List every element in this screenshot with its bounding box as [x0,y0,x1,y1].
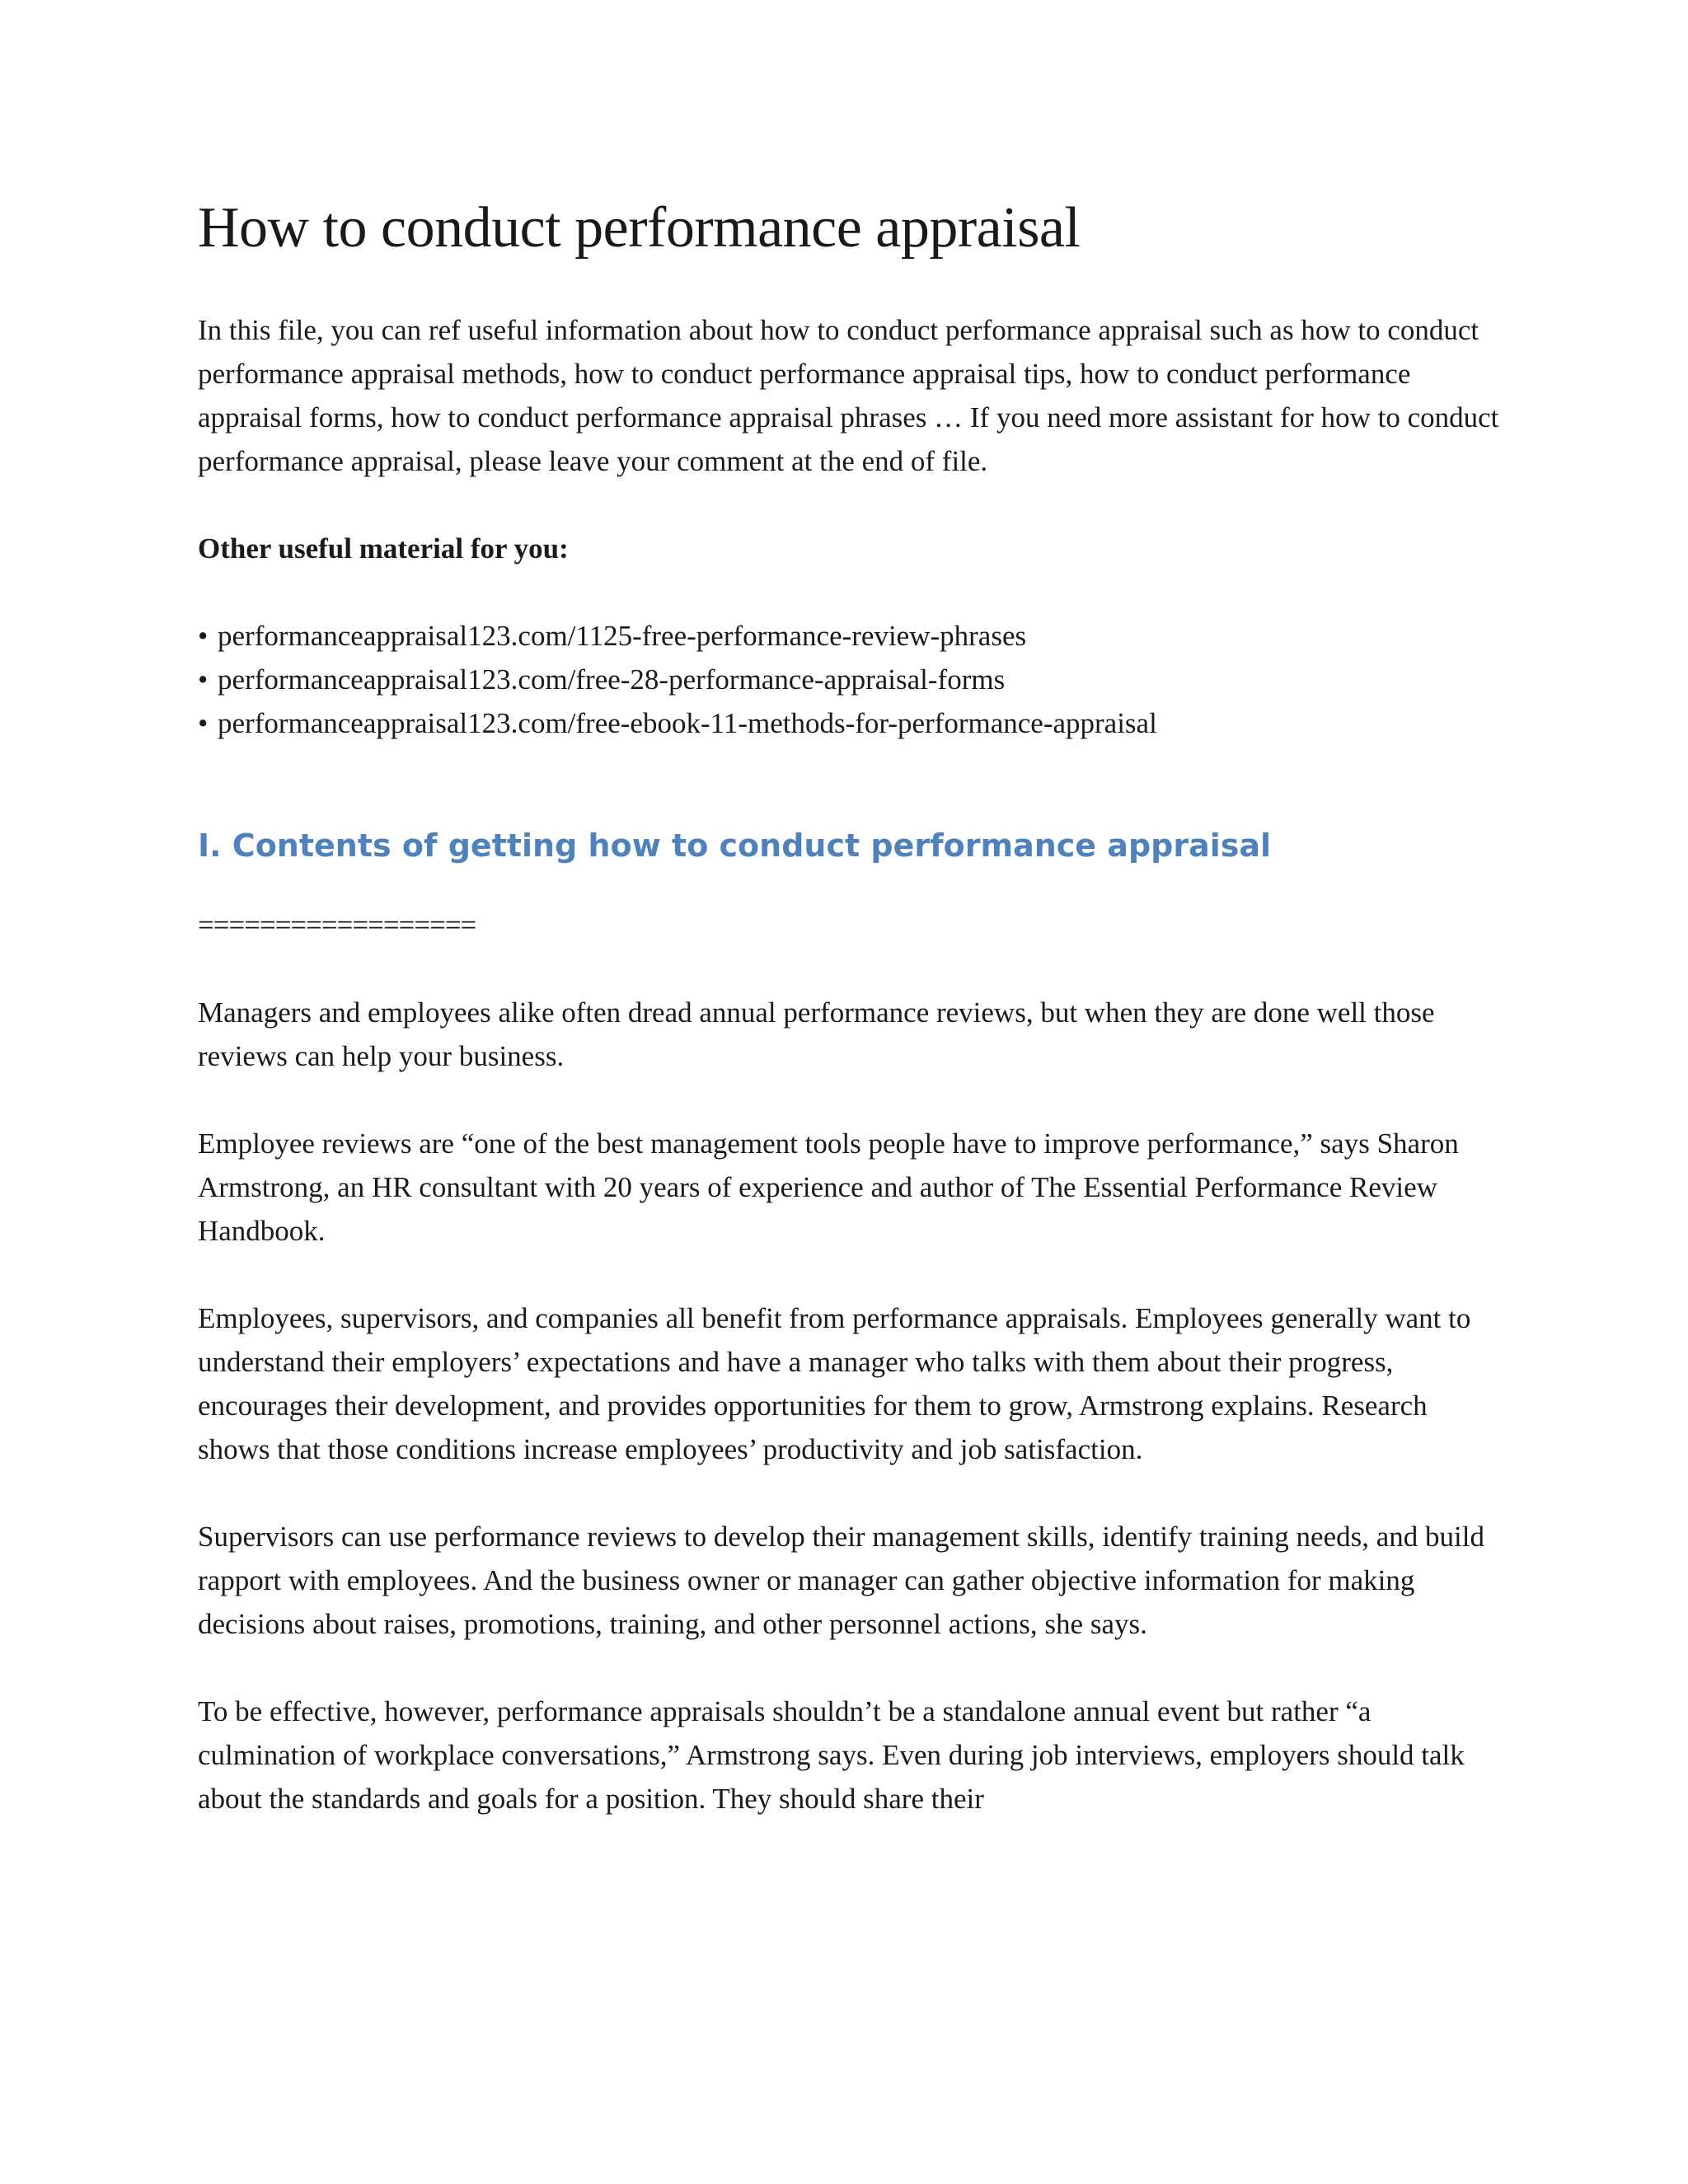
body-paragraph: To be effective, however, performance appraisals shouldn’t be a standalone annual event but rather “a culmination of workplace conversations,” Armstrong says. Even during job interviews, employers should talk about the standards and goals for a position. They should share their [198,1695,1465,1815]
useful-link-item[interactable] [198,658,1500,701]
useful-link-item[interactable] [198,614,1500,658]
bullet-icon: • [198,663,209,696]
bullet-icon: • [198,620,209,652]
intro-paragraph: In this file, you can ref useful information about how to conduct performance appraisal such as how to conduct performance appraisal methods, how to conduct performance appraisal tips, how to conduct performance appraisal forms, how to conduct performance appraisal phrases … If you need more assistant for how to conduct performance appraisal, please leave your comment at the end of file. [198,314,1499,477]
body-paragraph: Supervisors can use performance reviews to develop their management skills, identify training needs, and build rapport with employees. And the business owner or manager can gather objective information for making decisions about raises, promotions, training, and other personnel actions, she says. [198,1521,1484,1640]
body-paragraph: Employees, supervisors, and companies all benefit from performance appraisals. Employees generally want to understand their employers’ expectations and have a manager who talks with them about their progress, encourages their development, and provides opportunities for them to grow, Armstrong explains. Research shows that those conditions increase employees’ productivity and job satisfaction. [198,1302,1471,1465]
useful-link-item[interactable] [198,701,1500,745]
document-page [198,191,1500,1864]
section-divider: ================== [198,909,476,941]
body-paragraph: Employee reviews are “one of the best management tools people have to improve performance,” says Sharon Armstrong, an HR consultant with 20 years of experience and author of The Essential Performance Review Handbook. [198,1127,1459,1247]
useful-link-text[interactable]: performanceappraisal123.com/free-28-performance-appraisal-forms [218,663,1006,696]
other-material-label: Other useful material for you: [198,532,569,565]
useful-link-text[interactable]: performanceappraisal123.com/free-ebook-11-methods-for-performance-appraisal [218,707,1157,739]
useful-link-text[interactable]: performanceappraisal123.com/1125-free-performance-review-phrases [218,620,1027,652]
body-paragraph: Managers and employees alike often dread annual performance reviews, but when they are done well those reviews can help your business. [198,996,1435,1072]
bullet-icon: • [198,707,209,739]
document-title: How to conduct performance appraisal [198,196,1081,260]
section-heading: I. Contents of getting how to conduct performance appraisal [198,827,1272,864]
useful-links-list [198,614,1500,745]
